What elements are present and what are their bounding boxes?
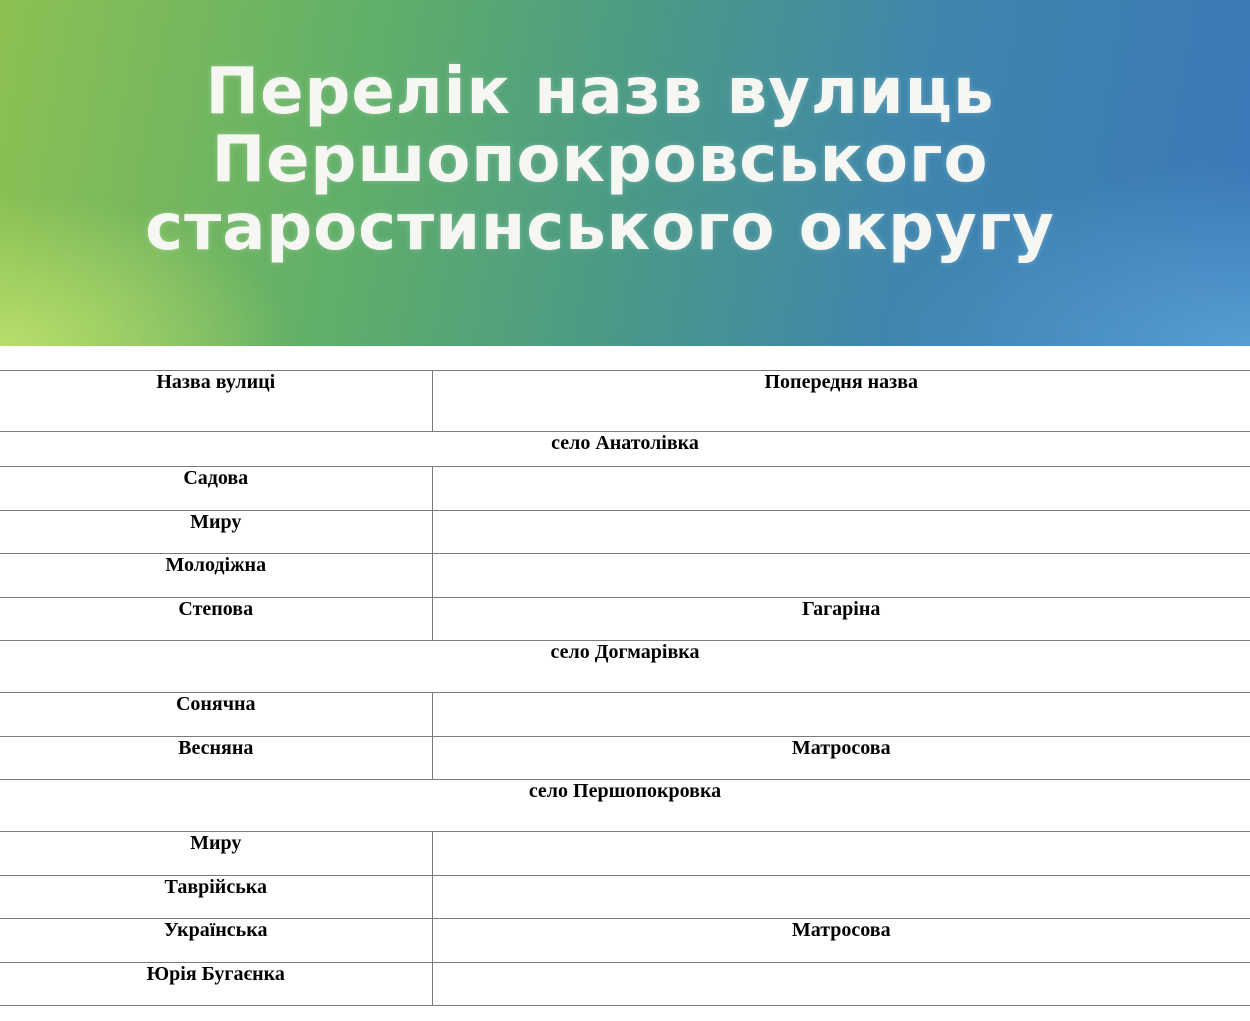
previous-name-cell: Гагаріна bbox=[432, 597, 1250, 641]
previous-name-cell bbox=[432, 832, 1250, 876]
table-row bbox=[0, 962, 1250, 1006]
previous-name-cell bbox=[432, 554, 1250, 598]
street-name-cell: Українська bbox=[0, 919, 432, 963]
street-name-cell: Весняна bbox=[0, 736, 432, 780]
street-name-cell: Садова bbox=[0, 467, 432, 511]
street-name-cell: Таврійська bbox=[0, 875, 432, 919]
title-banner bbox=[0, 0, 1250, 346]
table-row bbox=[0, 736, 1250, 780]
table-row bbox=[0, 554, 1250, 598]
banner-title-line: Перелік назв вулиць bbox=[205, 55, 995, 129]
village-row bbox=[0, 641, 1250, 693]
street-name-cell: Миру bbox=[0, 510, 432, 554]
village-name: село Анатолівка bbox=[0, 432, 1250, 467]
table-row bbox=[0, 693, 1250, 737]
table-row bbox=[0, 875, 1250, 919]
street-name-cell: Миру bbox=[0, 832, 432, 876]
header-street-name: Назва вулиці bbox=[0, 371, 432, 432]
street-name-cell: Сонячна bbox=[0, 693, 432, 737]
table-row bbox=[0, 597, 1250, 641]
street-name-cell: Степова bbox=[0, 597, 432, 641]
village-row bbox=[0, 432, 1250, 467]
village-name: село Догмарівка bbox=[0, 641, 1250, 693]
table-header-row bbox=[0, 371, 1250, 432]
previous-name-cell bbox=[432, 467, 1250, 511]
street-name-cell: Молодіжна bbox=[0, 554, 432, 598]
table-row bbox=[0, 510, 1250, 554]
banner-title-line: Першопокровського bbox=[211, 123, 989, 197]
previous-name-cell: Матросова bbox=[432, 736, 1250, 780]
table-row bbox=[0, 832, 1250, 876]
previous-name-cell bbox=[432, 693, 1250, 737]
previous-name-cell bbox=[432, 510, 1250, 554]
banner-title-line: старостинського округу bbox=[145, 191, 1055, 265]
previous-name-cell: Матросова bbox=[432, 919, 1250, 963]
village-row bbox=[0, 780, 1250, 832]
previous-name-cell bbox=[432, 962, 1250, 1006]
village-name: село Першопокровка bbox=[0, 780, 1250, 832]
previous-name-cell bbox=[432, 875, 1250, 919]
header-previous-name: Попередня назва bbox=[432, 371, 1250, 432]
streets-table bbox=[0, 370, 1250, 1006]
banner-title bbox=[0, 55, 1200, 265]
table-row bbox=[0, 467, 1250, 511]
street-name-cell: Юрія Бугаєнка bbox=[0, 962, 432, 1006]
table-row bbox=[0, 919, 1250, 963]
